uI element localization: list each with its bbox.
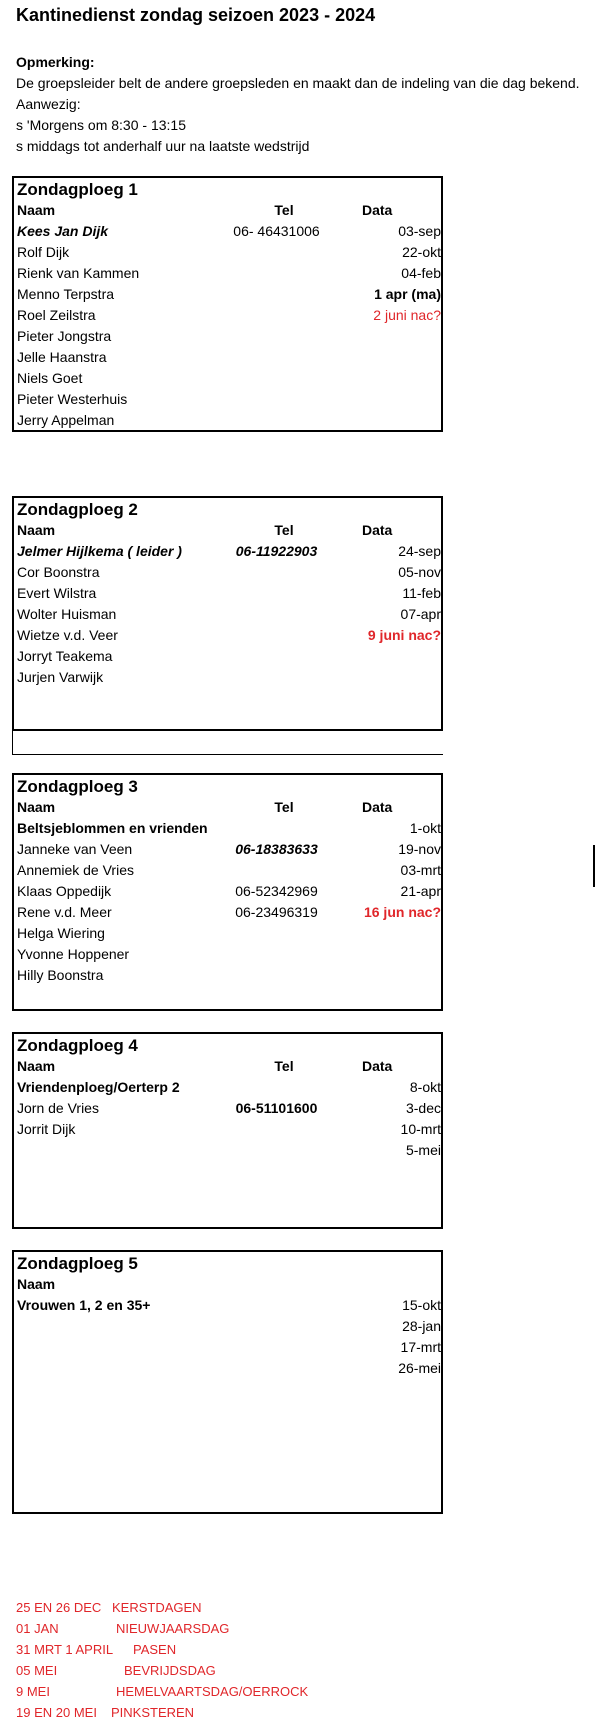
table-row	[14, 965, 443, 986]
table-row	[14, 347, 443, 368]
holiday-name: NIEUWJAARSDAG	[116, 1621, 230, 1636]
table-row	[14, 818, 443, 839]
table-row	[14, 368, 443, 389]
group-box-5	[12, 1250, 443, 1514]
group-box-4	[12, 1032, 443, 1229]
table-row	[14, 541, 443, 562]
table-row	[14, 305, 443, 326]
table-row	[14, 923, 443, 944]
table-row	[14, 1077, 443, 1098]
member-tel: 06-52342969	[235, 883, 318, 899]
member-name: Jelle Haanstra	[17, 349, 107, 365]
table-row	[14, 667, 443, 688]
holiday-name: BEVRIJDSDAG	[124, 1663, 216, 1678]
member-name: Wietze v.d. Veer	[17, 627, 118, 643]
table-row	[14, 902, 443, 923]
notes-line: De groepsleider belt de andere groepsleden en maakt dan de indeling van die dag bekend.	[16, 75, 580, 91]
table-row	[14, 944, 443, 965]
member-name: Jorn de Vries	[17, 1100, 99, 1116]
group-box-3	[12, 773, 443, 1011]
header-date: Data	[362, 522, 393, 538]
holiday-date: 25 EN 26 DEC	[16, 1600, 102, 1615]
cursor-marker	[593, 845, 595, 887]
member-name: Pieter Westerhuis	[17, 391, 128, 407]
table-row	[14, 221, 443, 242]
notes-label: Opmerking:	[16, 54, 95, 70]
table-row	[14, 284, 443, 305]
table-header	[14, 200, 443, 221]
member-date: 22-okt	[402, 244, 441, 260]
member-name: Vriendenploeg/Oerterp 2	[17, 1079, 180, 1095]
member-name: Cor Boonstra	[17, 564, 100, 580]
member-name: Wolter Huisman	[17, 606, 117, 622]
table-row	[14, 1295, 443, 1316]
holiday-date: 05 MEI	[16, 1663, 58, 1678]
member-date: 3-dec	[405, 1100, 441, 1116]
member-tel: 06-23496319	[235, 904, 318, 920]
table-row	[14, 625, 443, 646]
group-box-2	[12, 496, 443, 731]
member-date: 8-okt	[409, 1079, 441, 1095]
table-row	[14, 242, 443, 263]
table-row	[14, 1140, 443, 1161]
member-date: 17-mrt	[400, 1339, 441, 1355]
group-title: Zondagploeg 5	[17, 1254, 138, 1273]
page-title: Kantinedienst zondag seizoen 2023 - 2024	[16, 5, 376, 25]
header-name: Naam	[17, 1058, 56, 1074]
member-date: 15-okt	[402, 1297, 441, 1313]
group-title: Zondagploeg 4	[17, 1036, 138, 1055]
member-date: 05-nov	[398, 564, 441, 580]
member-date: 11-feb	[402, 585, 441, 601]
member-name: Rienk van Kammen	[17, 265, 140, 281]
table-row	[14, 1316, 443, 1337]
member-name: Annemiek de Vries	[17, 862, 134, 878]
notes	[16, 52, 580, 157]
member-name: Rolf Dijk	[17, 244, 70, 260]
table-row	[14, 604, 443, 625]
member-name: Vrouwen 1, 2 en 35+	[17, 1297, 151, 1313]
notes-line: s 'Morgens om 8:30 - 13:15	[16, 117, 186, 133]
header-tel: Tel	[274, 799, 294, 815]
table-row	[14, 263, 443, 284]
member-date: 10-mrt	[400, 1121, 441, 1137]
member-date: 5-mei	[405, 1142, 441, 1158]
header-tel: Tel	[274, 202, 294, 218]
member-date: 04-feb	[401, 265, 441, 281]
member-name: Jorrit Dijk	[17, 1121, 76, 1137]
member-name: Helga Wiering	[17, 925, 105, 941]
member-name: Evert Wilstra	[17, 585, 97, 601]
table-row	[14, 860, 443, 881]
table-row	[14, 562, 443, 583]
header-date: Data	[362, 799, 393, 815]
member-date: 03-mrt	[400, 862, 441, 878]
header-tel: Tel	[274, 1058, 294, 1074]
member-date: 1-okt	[409, 820, 441, 836]
table-header	[14, 797, 443, 818]
header-name: Naam	[17, 1276, 56, 1292]
member-name: Pieter Jongstra	[17, 328, 112, 344]
member-tel: 06-11922903	[235, 543, 318, 559]
member-date: 9 juni nac?	[367, 627, 441, 643]
header-date: Data	[362, 202, 393, 218]
table-row	[14, 1358, 443, 1379]
table-row	[14, 410, 443, 431]
member-name: Niels Goet	[17, 370, 83, 386]
holiday-date: 31 MRT 1 APRIL	[16, 1642, 114, 1657]
member-tel: 06-51101600	[235, 1100, 318, 1116]
member-name: Jerry Appelman	[17, 412, 115, 428]
member-name: Jurjen Varwijk	[17, 669, 104, 685]
table-row	[14, 1098, 443, 1119]
group-title: Zondagploeg 3	[17, 777, 138, 796]
table-header	[14, 520, 443, 541]
holiday-name: HEMELVAARTSDAG/OERROCK	[116, 1684, 309, 1699]
table-row	[14, 389, 443, 410]
holiday-name: PASEN	[133, 1642, 177, 1657]
holiday-name: KERSTDAGEN	[112, 1600, 202, 1615]
table-row	[14, 881, 443, 902]
member-date: 21-apr	[400, 883, 441, 899]
member-name: Klaas Oppedijk	[17, 883, 112, 899]
group-box-1	[12, 176, 443, 432]
member-name: Kees Jan Dijk	[17, 223, 109, 239]
holiday-date: 9 MEI	[16, 1684, 50, 1699]
header-name: Naam	[17, 202, 56, 218]
holiday-date: 19 EN 20 MEI	[16, 1705, 97, 1720]
table-row	[14, 646, 443, 667]
member-name: Hilly Boonstra	[17, 967, 104, 983]
group-title: Zondagploeg 2	[17, 500, 138, 519]
member-date: 03-sep	[398, 223, 441, 239]
member-name: Jorryt Teakema	[17, 648, 113, 664]
holiday-date: 01 JAN	[16, 1621, 59, 1636]
header-tel: Tel	[274, 522, 294, 538]
table-row	[14, 326, 443, 347]
member-date: 28-jan	[402, 1318, 441, 1334]
header-date: Data	[362, 1058, 393, 1074]
member-date: 26-mei	[398, 1360, 441, 1376]
member-name: Janneke van Veen	[17, 841, 133, 857]
member-date: 07-apr	[400, 606, 441, 622]
table-row	[14, 1337, 443, 1358]
table-header	[14, 1056, 443, 1077]
member-tel: 06-18383633	[235, 841, 318, 857]
member-name: Beltsjeblommen en vrienden	[17, 820, 208, 836]
header-name: Naam	[17, 522, 56, 538]
header-name: Naam	[17, 799, 56, 815]
member-name: Menno Terpstra	[17, 286, 115, 302]
notes-line: s middags tot anderhalf uur na laatste wedstrijd	[16, 138, 310, 154]
divider-line	[12, 754, 443, 755]
member-date: 24-sep	[398, 543, 441, 559]
table-row	[14, 1119, 443, 1140]
member-date: 1 apr (ma)	[374, 286, 441, 302]
member-name: Jelmer Hijlkema ( leider )	[17, 543, 182, 559]
table-row	[14, 583, 443, 604]
table-row	[14, 839, 443, 860]
member-tel: 06- 46431006	[233, 223, 320, 239]
divider-vertical	[12, 730, 13, 754]
holiday-name: PINKSTEREN	[111, 1705, 195, 1720]
member-date: 19-nov	[398, 841, 441, 857]
notes-line: Aanwezig:	[16, 96, 81, 112]
member-name: Yvonne Hoppener	[17, 946, 130, 962]
table-header	[14, 1274, 443, 1295]
member-name: Roel Zeilstra	[17, 307, 96, 323]
member-date: 2 juni nac?	[373, 307, 441, 323]
group-title: Zondagploeg 1	[17, 180, 138, 199]
member-date: 16 jun nac?	[363, 904, 441, 920]
member-name: Rene v.d. Meer	[17, 904, 112, 920]
